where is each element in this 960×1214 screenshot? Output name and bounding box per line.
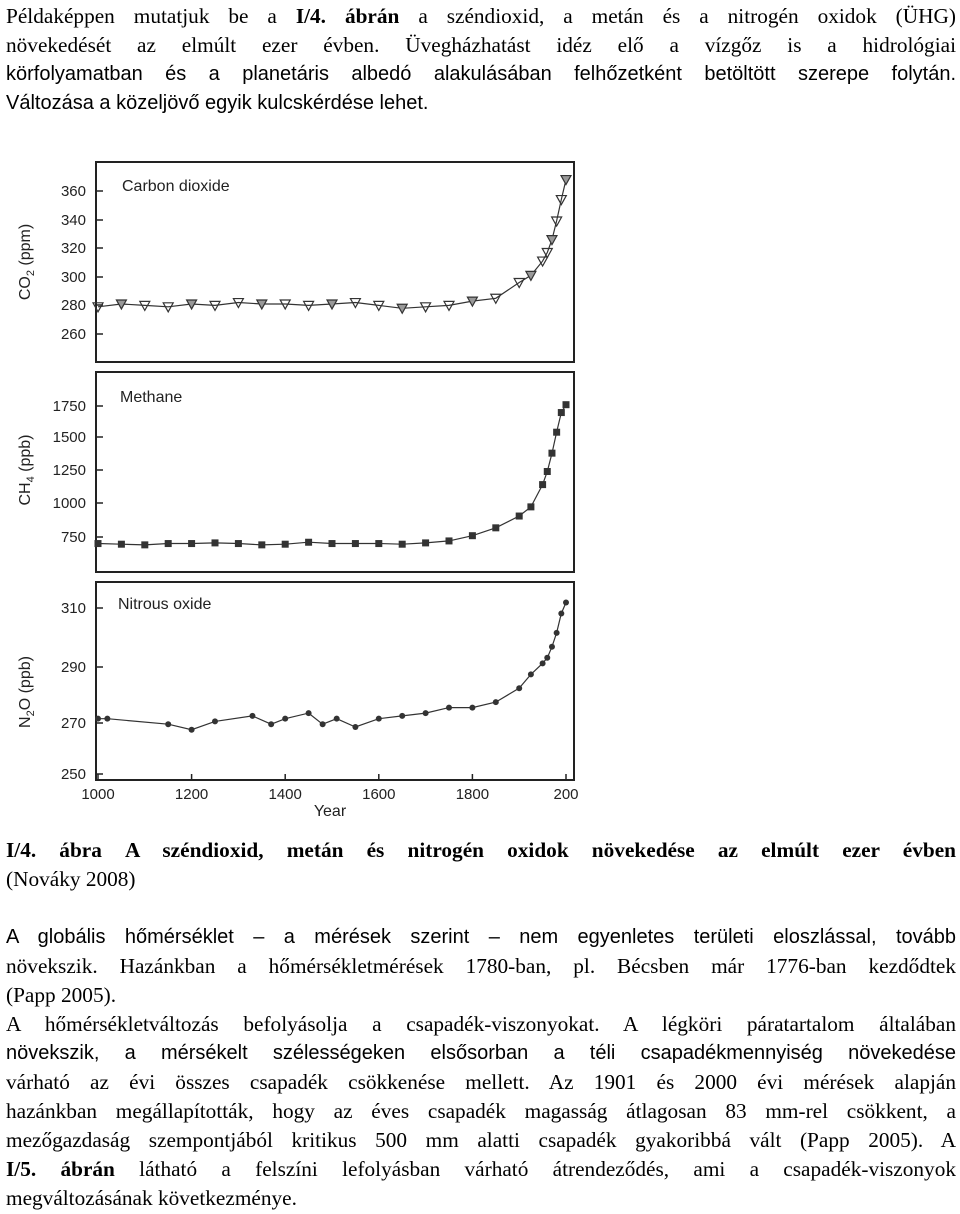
y-tick-label: 270 — [60, 715, 86, 732]
data-point — [305, 539, 312, 546]
y-tick-label: 250 — [60, 766, 86, 783]
y-tick-label: 300 — [60, 269, 86, 286]
data-point — [165, 540, 172, 547]
p1-line-1: A globális hőmérséklet – a mérések szerint – nem egyenletes területi eloszlással, tovább — [6, 926, 956, 948]
caption-ref: I/4. ábra — [6, 838, 102, 862]
x-tick-label: 200 — [553, 786, 579, 803]
x-tick-label: 1400 — [268, 786, 302, 803]
data-point — [118, 541, 125, 548]
data-point — [352, 724, 358, 730]
y-tick-label: 320 — [60, 240, 86, 257]
methane-data — [95, 401, 570, 548]
data-point — [554, 630, 560, 636]
data-point — [320, 721, 326, 727]
intro-line-3: körfolyamatban és a planetáris albedó alakulásában felhőzetként betöltött szerepe folytán. — [6, 63, 956, 85]
intro-paragraph — [6, 2, 956, 118]
data-point — [399, 713, 405, 719]
x-axis-label: Year — [313, 803, 347, 820]
methane-axis-label: $CH_4$ (ppb) — [17, 434, 37, 506]
ghg-figure — [0, 160, 590, 820]
body-paragraph-1 — [6, 923, 956, 1010]
data-point — [329, 540, 336, 547]
n2o-panel-title: Nitrous oxide — [118, 596, 212, 613]
p2-line-4: hazánkban megállapították, hogy az éves csapadék magasság átlagosan 83 mm-rel csökkent, a — [6, 1099, 956, 1123]
x-tick-label: 1200 — [174, 786, 209, 803]
data-point — [141, 541, 148, 548]
data-point — [423, 710, 429, 716]
data-point — [516, 685, 522, 691]
p2-line-5: mezőgazdaság szempontjából kritikus 500 mm alatti csapadék gyakoribbá vált (Papp 2005). A — [6, 1128, 956, 1152]
data-point — [95, 716, 101, 722]
data-point — [189, 727, 195, 733]
data-point — [165, 721, 171, 727]
y-tick-label: 280 — [60, 297, 86, 314]
data-point — [375, 540, 382, 547]
data-point — [352, 540, 359, 547]
data-point — [469, 532, 476, 539]
data-point — [493, 699, 499, 705]
data-point — [399, 541, 406, 548]
y-tick-label: 1250 — [52, 462, 86, 479]
methane-panel — [17, 372, 574, 572]
n2o-data — [95, 599, 569, 732]
data-point — [469, 705, 475, 711]
figure-caption — [6, 836, 956, 894]
data-point — [561, 176, 571, 185]
y-tick-label: 290 — [60, 659, 86, 676]
data-point — [212, 539, 219, 546]
data-point — [95, 540, 102, 547]
caption-title: A széndioxid, metán és nitrogén oxidok növekedése az elmúlt ezer évben — [125, 838, 956, 862]
data-point — [422, 539, 429, 546]
data-point — [235, 540, 242, 547]
nitrous-oxide-panel — [17, 582, 574, 783]
data-point — [249, 713, 255, 719]
caption-line-1 — [6, 836, 956, 865]
body-paragraph-2 — [6, 1010, 956, 1213]
n2o-axis-label: $N_2O$ (ppb) — [17, 656, 37, 728]
x-tick-label: 1800 — [455, 786, 490, 803]
y-tick-label: 750 — [60, 529, 86, 546]
intro-line-2: növekedését az elmúlt ezer évben. Üvegházhatást idéz elő a vízgőz is a hidrológiai — [6, 33, 956, 57]
data-point — [547, 236, 557, 245]
data-point — [446, 705, 452, 711]
p2-line-1: A hőmérsékletváltozás befolyásolja a csapadék-viszonyokat. A légköri páratartalom általában — [6, 1012, 956, 1036]
data-point — [544, 468, 551, 475]
data-point — [93, 303, 103, 312]
year-axis — [81, 774, 578, 803]
data-point — [376, 716, 382, 722]
data-point — [282, 716, 288, 722]
intro-line-4: Változása a közeljövő egyik kulcskérdése lehet. — [6, 92, 429, 114]
data-point — [553, 429, 560, 436]
trend-line — [98, 180, 566, 309]
y-tick-label: 310 — [60, 600, 86, 617]
y-tick-label: 1000 — [52, 495, 86, 512]
co2-axis-label: $CO_2$ (ppm) — [17, 223, 37, 301]
co2-panel-title: Carbon dioxide — [122, 178, 230, 195]
y-tick-label: 360 — [60, 183, 86, 200]
data-point — [558, 611, 564, 617]
data-point — [549, 644, 555, 650]
p2-line-3: várható az évi összes csapadék csökkenése mellett. Az 1901 és 2000 évi mérések alapján — [6, 1070, 956, 1094]
y-tick-label: 1500 — [52, 429, 86, 446]
y-tick-label: 340 — [60, 212, 86, 229]
data-point — [548, 450, 555, 457]
data-point — [268, 721, 274, 727]
co2-data — [93, 176, 571, 314]
co2-panel — [17, 162, 574, 362]
data-point — [526, 271, 536, 280]
caption-line-2: (Nováky 2008) — [6, 867, 136, 891]
y-tick-label: 1750 — [52, 398, 86, 415]
data-point — [397, 304, 407, 313]
data-point — [446, 537, 453, 544]
data-point — [212, 718, 218, 724]
data-point — [306, 710, 312, 716]
data-point — [563, 401, 570, 408]
x-tick-label: 1600 — [362, 786, 396, 803]
data-point — [528, 671, 534, 677]
p1-line-3: (Papp 2005). — [6, 983, 117, 1007]
data-point — [258, 541, 265, 548]
data-point — [544, 655, 550, 661]
data-point — [492, 524, 499, 531]
data-point — [334, 716, 340, 722]
data-point — [563, 599, 569, 605]
trend-line — [98, 603, 566, 730]
p2-line-7: megváltozásának következménye. — [6, 1186, 297, 1210]
data-point — [558, 409, 565, 416]
data-point — [527, 503, 534, 510]
intro-line-1: Példaképpen mutatjuk be a I/4. ábrán a széndioxid, a metán és a nitrogén oxidok (ÜHG) — [6, 4, 956, 28]
data-point — [104, 716, 110, 722]
data-point — [540, 660, 546, 666]
data-point — [282, 541, 289, 548]
p1-line-2: növekszik. Hazánkban a hőmérsékletmérések 1780-ban, pl. Bécsben már 1776-ban kezdődtek — [6, 954, 956, 978]
figure-reference-2: I/5. ábrán — [6, 1157, 115, 1181]
p2-line-6: I/5. ábrán látható a felszíni lefolyásban várható átrendeződés, ami a csapadék-viszonyok — [6, 1157, 956, 1181]
x-tick-label: 1000 — [81, 786, 115, 803]
data-point — [516, 513, 523, 520]
data-point — [539, 481, 546, 488]
y-tick-label: 260 — [60, 326, 86, 343]
p2-line-2: növekszik, a mérsékelt szélességeken elsősorban a téli csapadékmennyiség növekedése — [6, 1042, 956, 1064]
trend-line — [98, 405, 566, 545]
methane-panel-title: Methane — [120, 389, 183, 406]
data-point — [188, 540, 195, 547]
figure-reference: I/4. ábrán — [295, 4, 400, 28]
